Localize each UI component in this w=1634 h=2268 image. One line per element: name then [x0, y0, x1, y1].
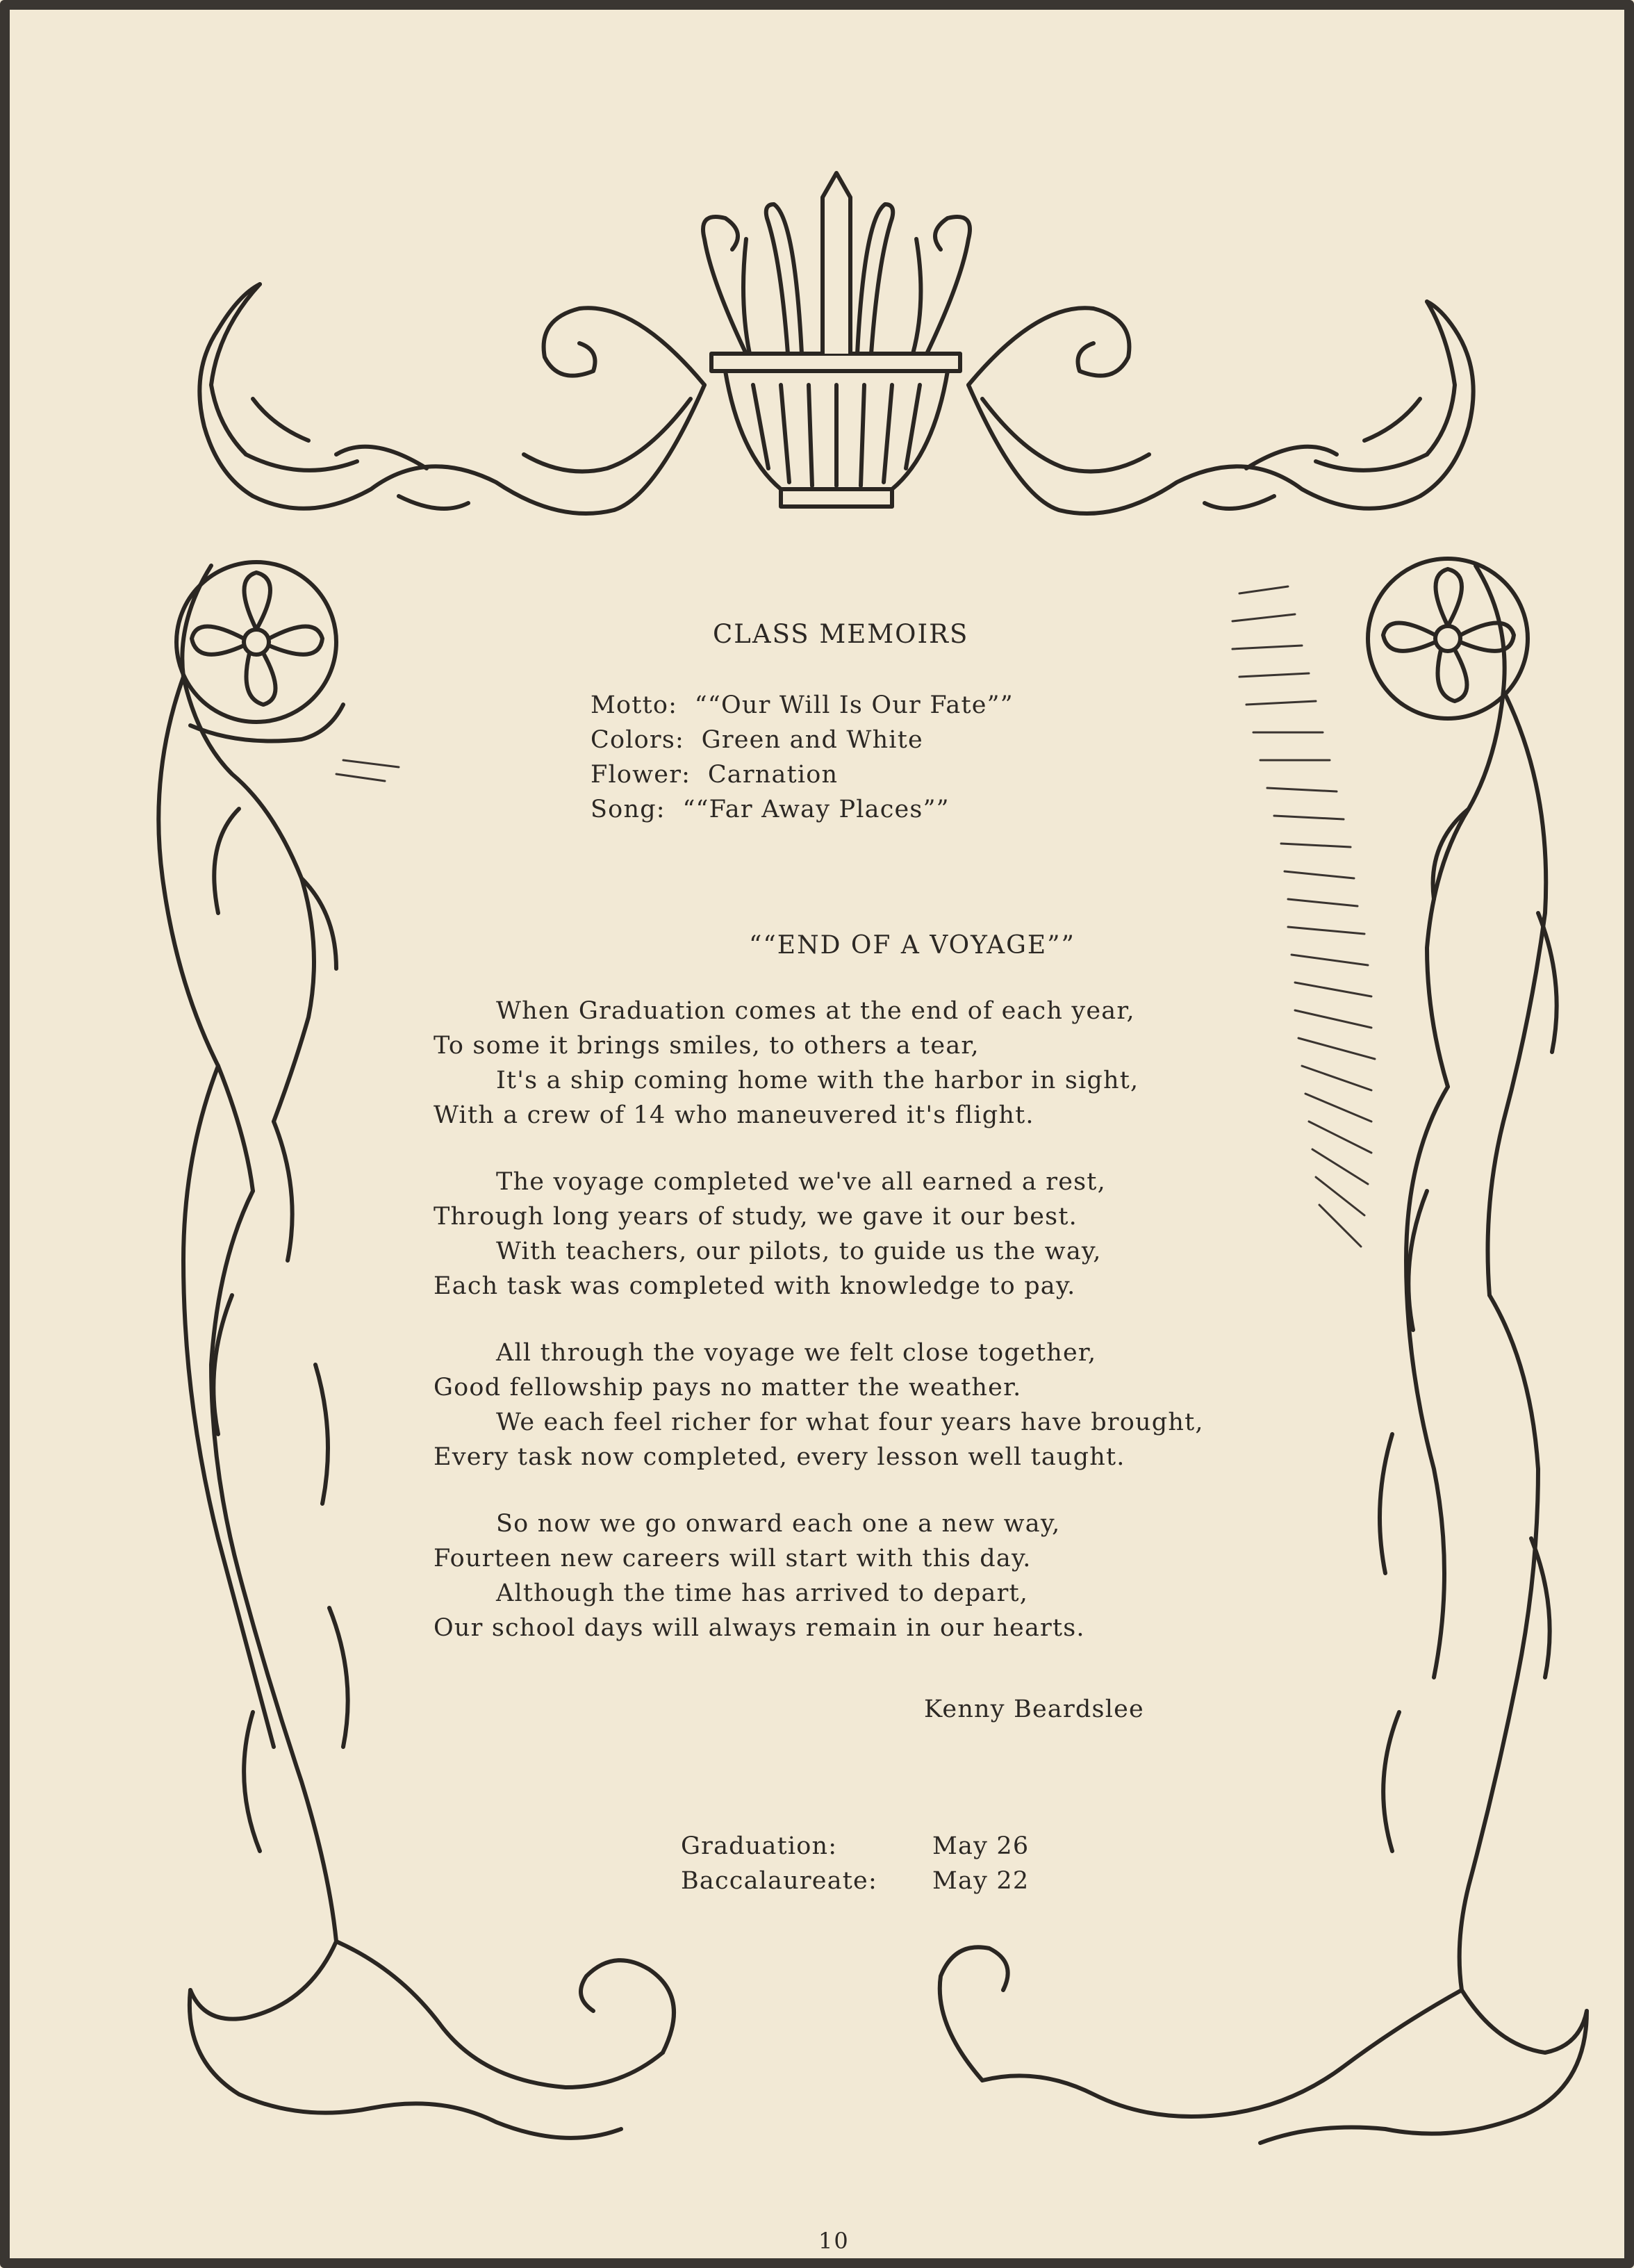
graduation-date: May 26	[932, 1832, 1030, 1860]
motto-label: Motto:	[591, 691, 678, 719]
flower-row	[591, 757, 1014, 792]
page-title: CLASS MEMOIRS	[713, 619, 969, 649]
colors-value: Green and White	[701, 726, 923, 754]
poem-line: Each task was completed with knowledge to pay.	[434, 1272, 1076, 1300]
flower-value: Carnation	[707, 761, 839, 789]
poem-line: Through long years of study, we gave it our best.	[434, 1203, 1078, 1231]
poem-line: Good fellowship pays no matter the weather.	[434, 1374, 1022, 1402]
class-info-block	[591, 688, 1014, 827]
motto-value: ““Our Will Is Our Fate””	[694, 691, 1014, 719]
motto-row	[591, 688, 1014, 723]
poem-line: When Graduation comes at the end of each year,	[496, 997, 1135, 1025]
poem-line: We each feel richer for what four years have brought,	[496, 1408, 1204, 1436]
event-dates	[681, 1829, 1029, 1898]
left-rosette	[176, 562, 343, 741]
song-value: ““Far Away Places””	[682, 796, 950, 823]
poem-line: Every task now completed, every lesson well taught.	[434, 1443, 1125, 1471]
top-right-scroll	[968, 302, 1474, 513]
baccalaureate-row	[681, 1864, 1029, 1898]
bottom-scrolls	[581, 1947, 1008, 2080]
colors-label: Colors:	[591, 726, 685, 754]
poem-stanza	[434, 994, 1204, 1133]
baccalaureate-label: Baccalaureate:	[681, 1867, 877, 1895]
poem-line: With a crew of 14 who maneuvered it's flight.	[434, 1101, 1034, 1129]
song-label: Song:	[591, 796, 666, 823]
poem-stanza	[434, 1506, 1204, 1645]
poem-line: Fourteen new careers will start with this day.	[434, 1545, 1032, 1572]
poem-line: It's a ship coming home with the harbor in sight,	[496, 1067, 1139, 1094]
poem-body	[434, 994, 1204, 1677]
page-number: 10	[818, 2228, 850, 2254]
poem-line: With teachers, our pilots, to guide us the way,	[496, 1238, 1102, 1265]
poem-line: Our school days will always remain in our hearts.	[434, 1614, 1085, 1642]
poem-line: All through the voyage we felt close together,	[496, 1339, 1097, 1367]
baccalaureate-date: May 22	[932, 1867, 1030, 1895]
flower-label: Flower:	[591, 761, 691, 789]
poem-line: The voyage completed we've all earned a rest,	[496, 1168, 1106, 1196]
poem-line: Although the time has arrived to depart,	[496, 1579, 1029, 1607]
poem-stanza	[434, 1336, 1204, 1474]
song-row	[591, 792, 1014, 827]
poem-line: To some it brings smiles, to others a tear,	[434, 1032, 980, 1060]
poem-stanza	[434, 1165, 1204, 1304]
graduation-row	[681, 1829, 1029, 1864]
poem-author: Kenny Beardslee	[924, 1695, 1144, 1723]
poem-line: So now we go onward each one a new way,	[496, 1510, 1061, 1538]
top-left-scroll	[199, 284, 704, 513]
urn-ornament	[703, 173, 970, 507]
graduation-label: Graduation:	[681, 1832, 838, 1860]
colors-row	[591, 723, 1014, 757]
poem-title: ““END OF A VOYAGE””	[749, 931, 1075, 960]
